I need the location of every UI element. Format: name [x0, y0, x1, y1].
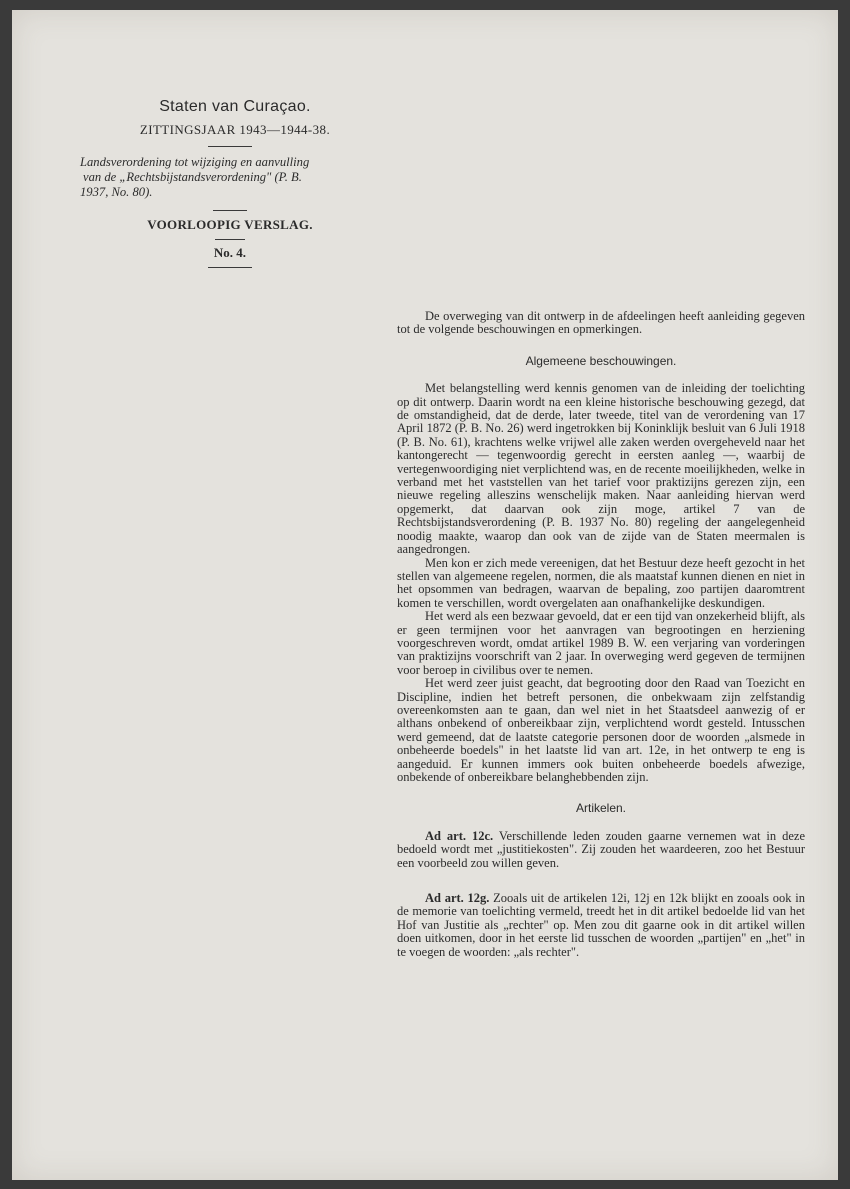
divider — [213, 210, 247, 211]
article-text: Zooals uit de artikelen 12i, 12j en 12k blijkt en zooals ook in de memorie van toelichting vermeld, treedt het in dit artikel bedoelde lid van het Hof van Justitie als „rechter" op. Men zou dit gaarne ook in dit artikel willen doen uitkomen, door in het eerste lid tusschen de woorden „partijen" en „het" in te voegen de woorden: „als rechter". — [397, 891, 805, 959]
divider — [215, 239, 245, 240]
subject-line: Landsverordening tot wijziging en aanvulling — [80, 155, 310, 169]
article-label: Ad art. 12c. — [425, 828, 494, 843]
report-number: No. 4. — [213, 245, 247, 260]
document-page — [12, 10, 838, 1180]
article-label: Ad art. 12g. — [425, 891, 490, 906]
institution-title: Staten van Curaçao. — [159, 98, 311, 115]
article-paragraph — [397, 892, 805, 959]
subject-line: 1937, No. 80). — [80, 185, 153, 199]
document-header — [80, 98, 380, 268]
article-text: Verschillende leden zouden gaarne vernemen wat in deze bedoeld wordt met „justitiekosten". Zij zouden het waardeeren, zoo het Bestuur een voorbeeld zou willen geven. — [397, 828, 805, 870]
general-paragraph: Met belangstelling werd kennis genomen van de inleiding der toelichting op dit ontwerp. Daarin wordt na een kleine historische beschouwing gezegd, dat de omstandigheid, dat de derde, later tweede, titel van de verordening van 17 April 1872 (P. B. No. 26) werd ingetrokken bij Koninklijk besluit van 6 Juli 1918 (P. B. No. 61), krachtens welke vrijwel alle zaken werden overgeheveld naar het kantongerecht — tegenwoordig gerecht in eersten aanleg —, waarbij de vertegenwoordiging niet verplichtend was, en de recente moeilijkheden, welke in verband met het vaststellen van het tarief voor praktizijns gerezen zijn, een nieuwe regeling alleszins wenschelijk maken. Naar aanleiding hiervan werd opgemerkt, dat daarvan ook zijn moge, artikel 7 van de Rechtsbijstandsverordening (P. B. 1937 No. 80) regeling der aangelegenheid noodig maakte, waarop dan ook van de zijde van de Staten meermalen is aangedrongen. — [397, 381, 805, 557]
divider — [208, 146, 252, 147]
divider — [208, 267, 252, 268]
session-line: ZITTINGSJAAR 1943—1944-38. — [139, 122, 331, 137]
article-paragraph — [397, 830, 805, 870]
intro-paragraph: De overweging van dit ontwerp in de afdeelingen heeft aanleiding gegeven tot de volgende beschouwingen en opmerkingen. — [397, 309, 805, 337]
subject-line: van de „Rechtsbijstandsverordening" (P. B. — [83, 170, 302, 184]
report-title: VOORLOOPIG VERSLAG. — [147, 217, 313, 232]
document-subject — [80, 155, 380, 200]
report-body — [397, 310, 805, 959]
general-paragraph: Men kon er zich mede vereenigen, dat het Bestuur deze heeft gezocht in het stellen van algemeene regelen, normen, die als maatstaf kunnen dienen en niet in het opsommen van bedragen, waarvan de bepaling, zoo partijen daaromtrent komen te verschillen, wordt overgelaten aan onafhankelijke deskundigen. — [397, 555, 805, 610]
general-paragraph: Het werd zeer juist geacht, dat begrooting door den Raad van Toezicht en Discipline, indien het betreft personen, die onbekwaam zijn zelfstandig overeenkomsten aan te gaan, dan wel niet in het Staatsdeel aanwezig of er althans onbekend of onbereikbaar zijn, verplichtend wordt gesteld. Intusschen werd gemeend, dat de laatste categorie personen door de woorden „alsmede in onbeheerde boedels" in het laatste lid van art. 12e, in het ontwerp te eng is aangeduid. Er kunnen immers ook buiten onbeheerde boedels afwezige, onbekende of onbereikbare belanghebbenden zijn. — [397, 676, 805, 784]
general-paragraph: Het werd als een bezwaar gevoeld, dat er een tijd van onzekerheid blijft, als er geen termijnen voor het aanvragen van begrootingen en herziening voorgeschreven wordt, omdat artikel 1989 B. W. een verjaring van vorderingen van praktizijns voorschrift van 2 jaar. In overweging werd gegeven de termijnen voor beroep in civilibus over te nemen. — [397, 609, 805, 677]
section-heading-general: Algemeene beschouwingen. — [525, 353, 677, 368]
section-heading-articles: Artikelen. — [575, 801, 627, 816]
